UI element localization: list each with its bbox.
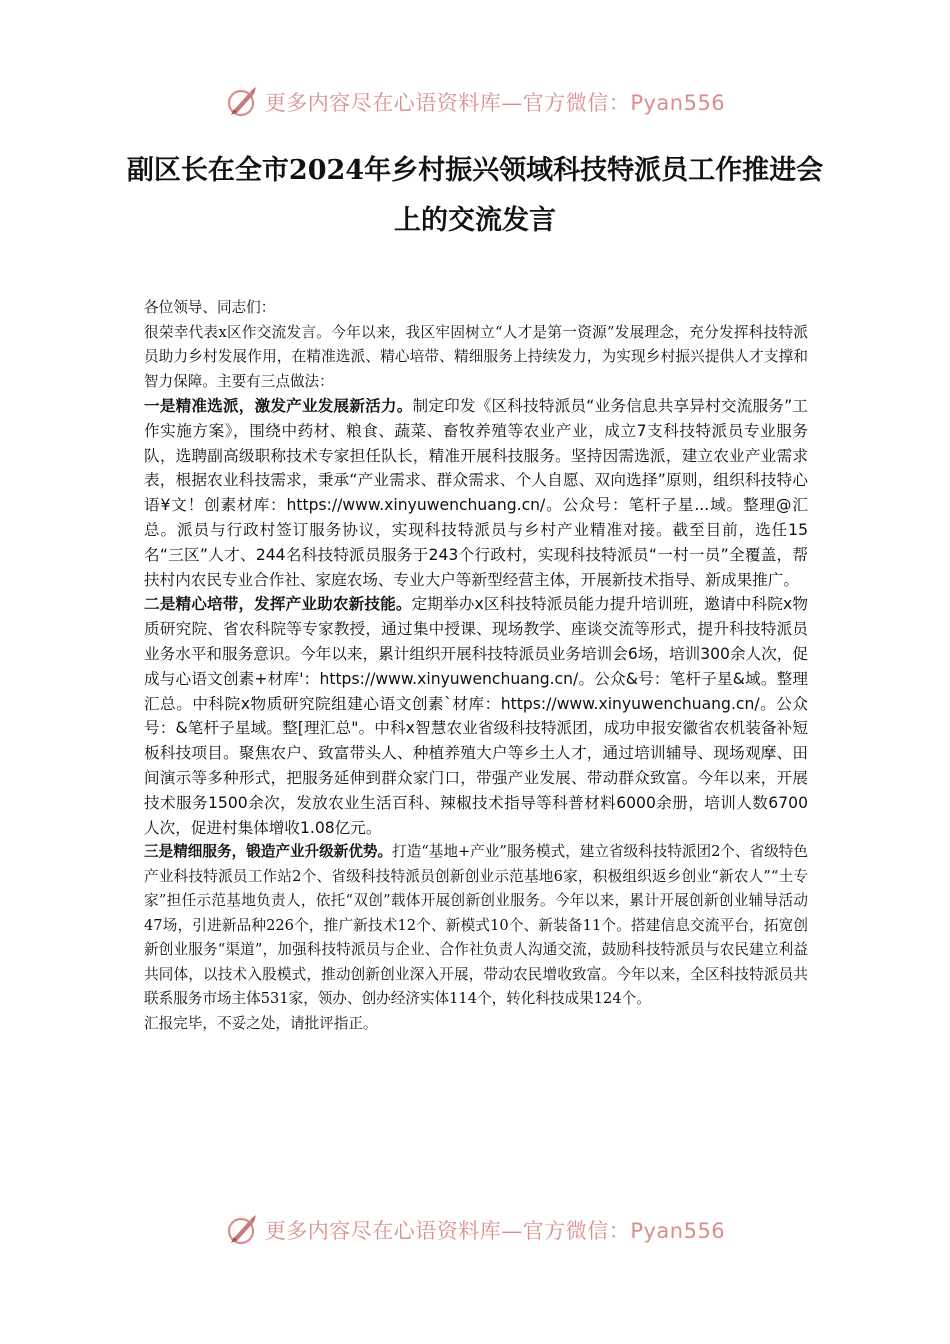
section-1-paragraph	[144, 394, 808, 592]
footer-banner	[0, 1210, 950, 1250]
wechat-id: Pyan556	[630, 91, 726, 115]
section-3-paragraph	[144, 840, 808, 1012]
section-1-body: 制定印发《区科技特派员“业务信息共享异村交流服务”工作实施方案》，围绕中药材、粮食、蔬菜、畜牧养殖等农业产业，成立7支科技特派员专业服务队，选聘副高级职称技术专家担任队长，精准开展科技服务。坚持因需选派，建立农业产业需求表，根据农业科技需求，秉承“产业需求、群众需求、个人自愿、双向选择”原则，组织科技特心语¥文！创素材库：https://www.xinyuwenchuang.cn/。公众号：笔杆子星...域。整理@汇总。派员与行政村签订服务协议，实现科技特派员与乡村产业精准对接。截至目前，选任15名“三区”人才、244名科技特派员服务于243个行政村，实现科技特派员“一村一员”全覆盖，帮扶村内农民专业合作社、家庭农场、专业大户等新型经营主体，开展新技术指导、新成果推广。	[144, 397, 808, 589]
intro-paragraph: 很荣幸代表x区作交流发言。今年以来，我区牢固树立“人才是第一资源”发展理念，充分发挥科技特派员助力乡村发展作用，在精准选派、精心培带、精细服务上持续发力，为实现乡村振兴提供人才支撑和智力保障。主要有三点做法：	[144, 323, 808, 390]
closing-line: 汇报完毕，不妥之处，请批评指正。	[144, 1014, 378, 1032]
document-body	[144, 296, 808, 1036]
banner-text: 更多内容尽在心语资料库—官方微信：Pyan556	[264, 1219, 726, 1243]
section-3-body: 打造“基地+产业”服务模式，建立省级科技特派团2个、省级特色产业科技特派员工作站2个、省级科技特派员创新创业示范基地6家，积极组织返乡创业“新农人”“土专家”担任示范基地负责人，依托“双创”载体开展创新创业服务。今年以来，累计开展创新创业辅导活动47场，引进新品种226个，推广新技术12个、新模式10个、新装备11个。搭建信息交流平台，拓宽创新创业服务“渠道”，加强科技特派员与企业、合作社负责人沟通交流，鼓励科技特派员与农民建立利益共同体，以技术入股模式，推动创新创业深入开展，带动农民增收致富。今年以来，全区科技特派员共联系服务市场主体531家，领办、创办经济实体114个，转化科技成果124个。	[144, 843, 808, 1008]
salutation: 各位领导、同志们：	[144, 299, 276, 316]
section-2-paragraph	[144, 592, 808, 840]
section-2-heading: 二是精心培带，发挥产业助农新技能。	[144, 595, 412, 614]
banner-text: 更多内容尽在心语资料库—官方微信：Pyan556	[264, 91, 726, 115]
pen-quill-logo-icon	[225, 85, 259, 119]
wechat-id: Pyan556	[630, 1219, 726, 1243]
header-banner	[0, 82, 950, 122]
section-1-heading: 一是精准选派，激发产业发展新活力。	[144, 397, 413, 415]
page-title: 副区长在全市2024年乡村振兴领域科技特派员工作推进会上的交流发言	[126, 155, 824, 236]
section-3-heading: 三是精细服务，锻造产业升级新优势。	[144, 843, 393, 861]
pen-quill-logo-icon	[225, 1213, 259, 1247]
section-2-body: 定期举办x区科技特派员能力提升培训班，邀请中科院x物质研究院、省农科院等专家教授，通过集中授课、现场教学、座谈交流等形式，提升科技特派员业务水平和服务意识。今年以来，累计组织开展科技特派员业务培训会6场，培训300余人次，促成与心语文创素+材库'：https://www.xinyuwenchuang.cn/。公众&号：笔杆子星&域。整理汇总。中科院x物质研究院组建心语文创素`材库：https://www.xinyuwenchuang.cn/。公众号：&笔杆子星域。整[理汇总"。中科x智慧农业省级科技特派团，成功申报安徽省农机装备补短板科技项目。聚焦农户、致富带头人、种植养殖大户等乡土人才，通过培训辅导、现场观摩、田间演示等多种形式，把服务延伸到群众家门口，带强产业发展、带动群众致富。今年以来，开展技术服务1500余次，发放农业生活百科、辣椒技术指导等科普材料6000余册，培训人数6700人次，促进村集体增收1.08亿元。	[144, 595, 808, 837]
